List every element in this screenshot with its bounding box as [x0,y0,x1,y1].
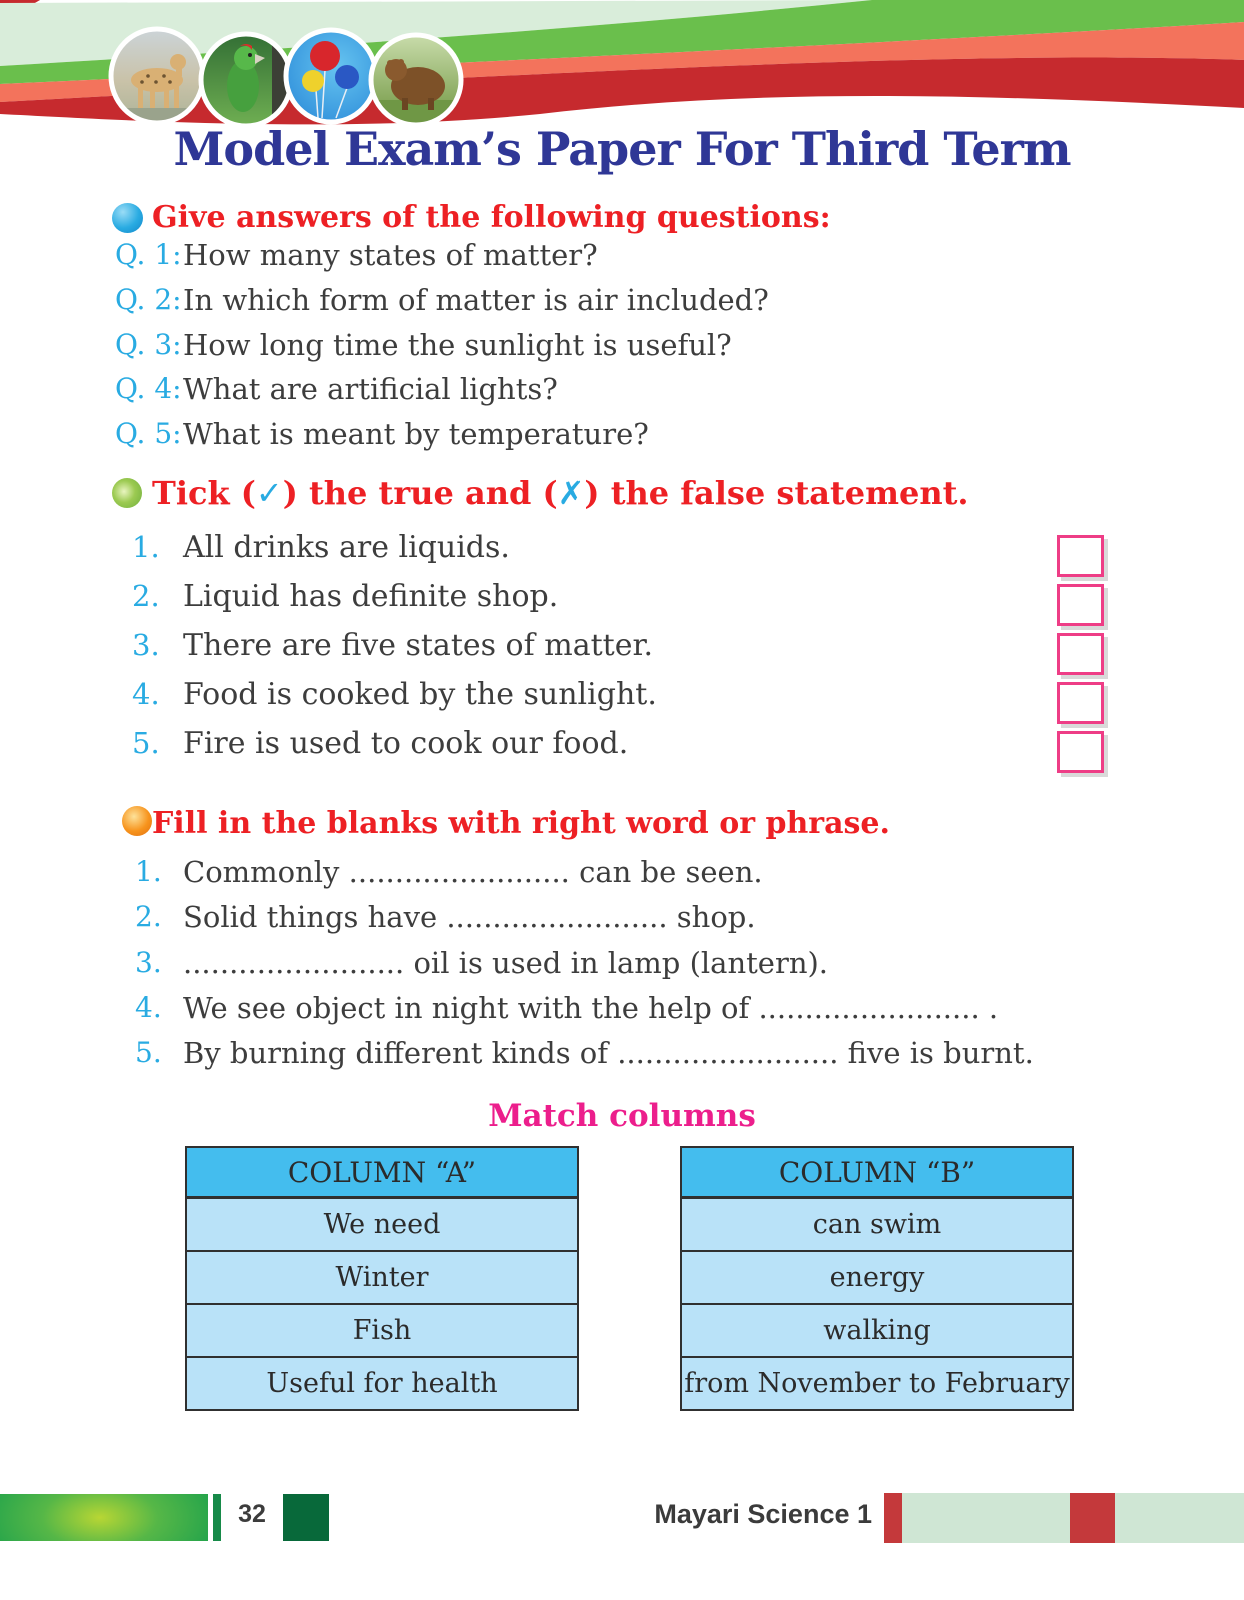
table-cell: can swim [682,1199,1072,1252]
tick-heading-prefix: Tick ( [152,474,256,512]
page-title: Model Exam’s Paper For Third Term [173,122,1071,176]
fill-blank-number: 5. [135,1036,162,1070]
footer-pale-green-block [1115,1493,1244,1543]
question-list [115,238,769,462]
statement-number: 5. [132,726,160,760]
question-label: Q. 4: [115,372,182,406]
footer-divider-line [213,1494,221,1541]
footer-green-bar [0,1494,208,1541]
answer-checkbox[interactable] [1057,731,1104,773]
fill-blank-number: 2. [135,900,162,934]
statement-list [132,530,657,775]
question-text: How long time the sunlight is useful? [183,327,732,362]
fill-section-heading: Fill in the blanks with right word or phrase. [152,806,890,841]
statement-text: There are five states of matter. [183,628,654,663]
question-text: What are artificial lights? [183,372,558,407]
tick-heading-suffix: ) the false statement. [584,474,969,512]
footer-green-square [283,1494,329,1541]
table-cell: energy [682,1252,1072,1305]
statement-row [132,530,657,579]
question-label: Q. 3: [115,327,182,361]
column-b-header: COLUMN “B” [682,1148,1072,1199]
tick-section-heading [152,474,969,512]
checkmark-icon: ✓ [255,474,283,512]
question-row [115,283,769,328]
statement-text: Fire is used to cook our food. [183,726,629,761]
question-row [115,417,769,462]
fill-blank-number: 4. [135,990,162,1024]
question-text: What is meant by temperature? [183,417,649,452]
answer-checkbox[interactable] [1057,535,1104,577]
table-cell: from November to February [682,1358,1072,1409]
fill-blank-row [135,991,1034,1036]
table-cell: We need [187,1199,577,1252]
answer-checkbox[interactable] [1057,584,1104,626]
tick-heading-middle: ) the true and ( [282,474,558,512]
statement-row [132,726,657,775]
fill-blank-text: Commonly ........................ can be seen. [183,855,763,889]
statement-row [132,579,657,628]
match-columns-heading: Match columns [488,1098,756,1134]
statement-row [132,628,657,677]
table-cell: Winter [187,1252,577,1305]
question-text: How many states of matter? [183,238,598,272]
blue-sphere-bullet-icon [112,203,143,233]
question-text: In which form of matter is air included? [183,282,769,317]
statement-row [132,677,657,726]
statement-number: 1. [132,530,160,564]
table-cell: Useful for health [187,1358,577,1409]
page-number: 32 [238,1500,266,1528]
fill-blank-text: By burning different kinds of ........................ five is burnt. [183,1036,1034,1071]
column-a-header: COLUMN “A” [187,1148,577,1199]
statement-number: 4. [132,677,160,711]
book-title: Mayari Science 1 [654,1499,872,1529]
fill-blank-text: ........................ oil is used in lamp (lantern). [183,945,829,980]
statement-text: Liquid has definite shop. [183,579,559,614]
match-table-column-a [185,1146,579,1411]
orange-sphere-bullet-icon [122,806,152,836]
answer-checkbox[interactable] [1057,633,1104,675]
fill-blank-row [135,1036,1034,1081]
question-row [115,372,769,417]
statement-text: Food is cooked by the sunlight. [183,677,657,712]
footer-pale-green-block [902,1493,1070,1543]
fill-blank-row [135,946,1034,991]
green-sphere-bullet-icon [112,478,142,508]
qa-section-heading: Give answers of the following questions: [152,200,831,235]
question-label: Q. 1: [115,238,182,271]
footer-red-block [1070,1493,1115,1543]
statement-number: 2. [132,579,160,613]
question-label: Q. 2: [115,282,182,316]
question-label: Q. 5: [115,417,182,451]
question-row [115,328,769,373]
statement-number: 3. [132,628,160,662]
cross-icon: ✗ [557,474,585,512]
fill-blank-list [135,855,1034,1081]
fill-blank-number: 1. [135,855,162,888]
fill-blank-text: Solid things have ........................ shop. [183,900,756,935]
question-row [115,238,769,283]
match-table-column-b [680,1146,1074,1411]
footer-red-block [884,1493,902,1543]
fill-blank-number: 3. [135,945,162,979]
table-cell: Fish [187,1305,577,1358]
fill-blank-text: We see object in night with the help of ........................ . [183,990,999,1025]
fill-blank-row [135,855,1034,900]
statement-text: All drinks are liquids. [183,530,510,565]
fill-blank-row [135,900,1034,945]
answer-checkbox[interactable] [1057,682,1104,724]
table-cell: walking [682,1305,1072,1358]
